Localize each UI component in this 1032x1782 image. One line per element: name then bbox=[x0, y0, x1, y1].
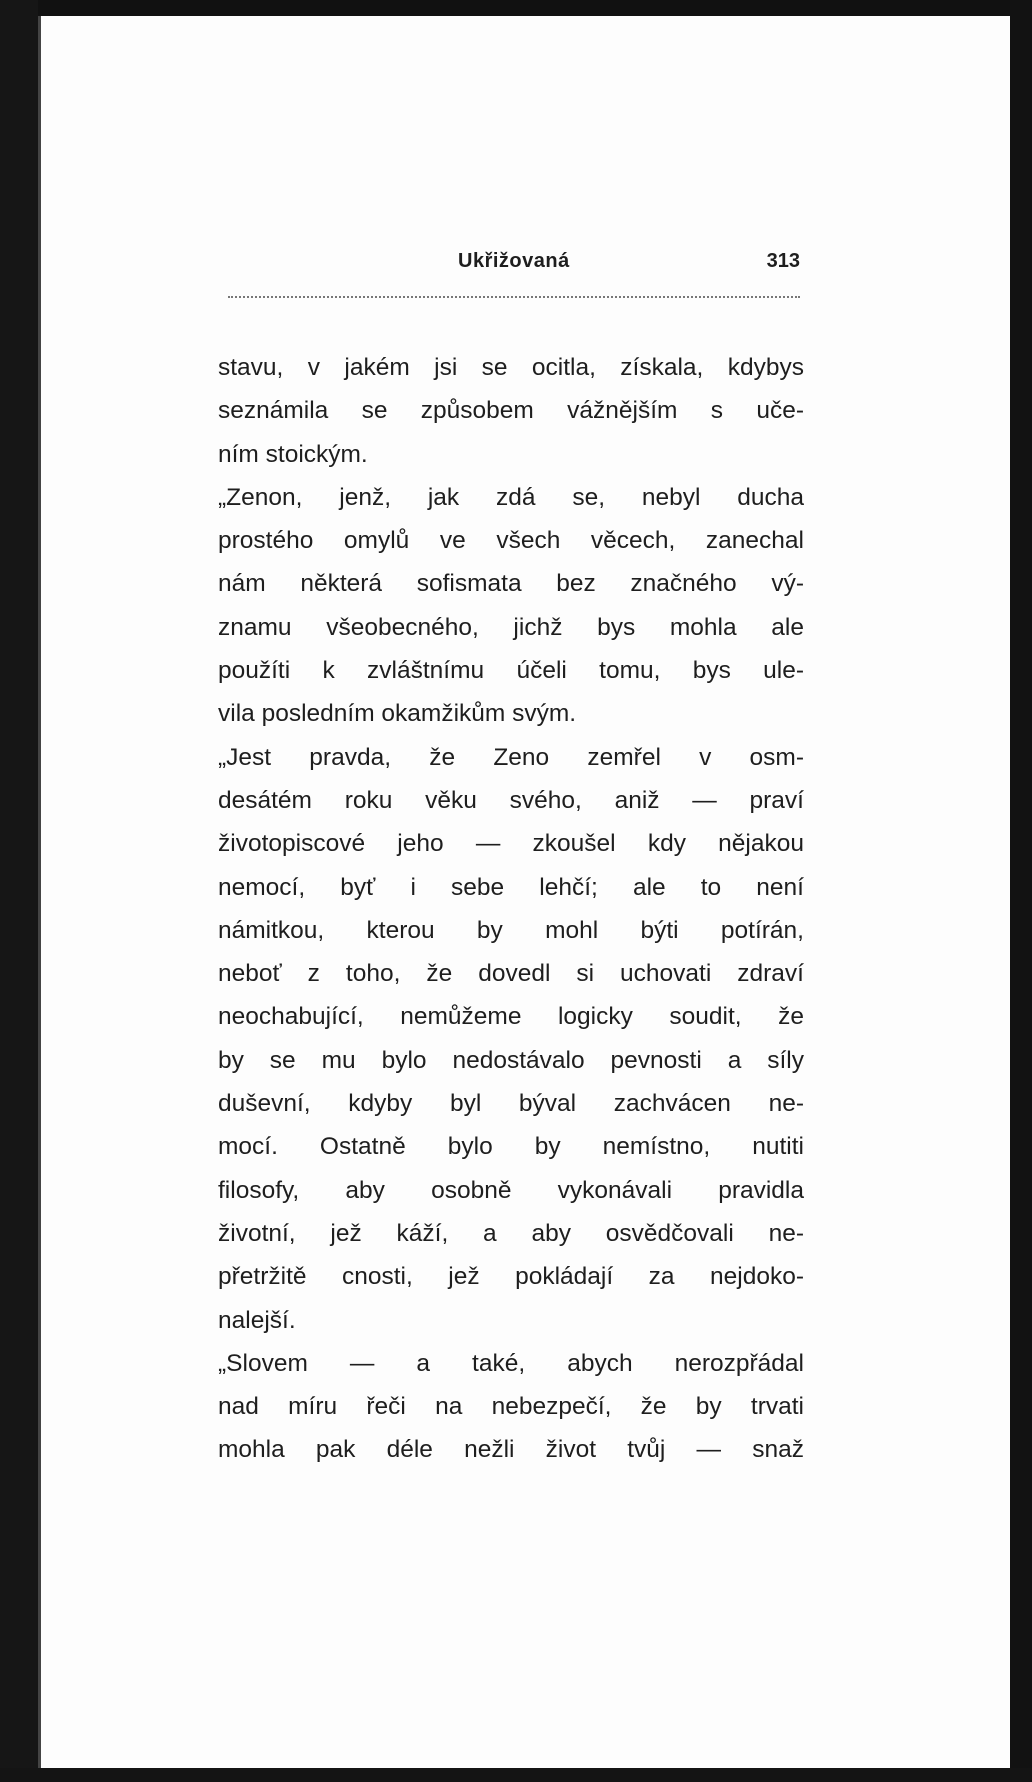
text-line: neochabující, nemůžeme logicky soudit, že bbox=[218, 1003, 804, 1031]
scan-frame-left bbox=[0, 0, 38, 1782]
text-line: nemocí, byť i sebe lehčí; ale to není bbox=[218, 873, 804, 901]
text-line: desátém roku věku svého, aniž — praví bbox=[218, 786, 804, 814]
text-line: stavu, v jakém jsi se ocitla, získala, kdybys bbox=[218, 354, 804, 381]
text-line: námitkou, kterou by mohl býti potírán, bbox=[218, 916, 804, 944]
text-line: životní, jež káží, a aby osvědčovali ne- bbox=[218, 1219, 804, 1247]
text-line: seznámila se způsobem vážnějším s uče- bbox=[218, 397, 804, 425]
text-line: prostého omylů ve všech věcech, zanechal bbox=[218, 527, 804, 555]
running-title: Ukřižovaná bbox=[458, 250, 570, 272]
scan-frame-top bbox=[0, 0, 1032, 16]
body-text bbox=[218, 346, 804, 1472]
text-line: použíti k zvláštnímu účeli tomu, bys ule- bbox=[218, 657, 804, 685]
header-rule bbox=[228, 296, 800, 298]
text-line: „Jest pravda, že Zeno zemřel v osm- bbox=[218, 743, 804, 771]
text-line: přetržitě cnosti, jež pokládají za nejdoko- bbox=[218, 1263, 804, 1291]
text-line: by se mu bylo nedostávalo pevnosti a síly bbox=[218, 1046, 804, 1074]
text-line: znamu všeobecného, jichž bys mohla ale bbox=[218, 613, 804, 641]
text-line: duševní, kdyby byl býval zachvácen ne- bbox=[218, 1090, 804, 1118]
text-line: mocí. Ostatně bylo by nemístno, nutiti bbox=[218, 1133, 804, 1161]
text-line: nalejší. bbox=[218, 1306, 296, 1334]
text-line: neboť z toho, že dovedl si uchovati zdraví bbox=[218, 960, 804, 988]
text-line: ním stoickým. bbox=[218, 440, 368, 468]
page-number: 313 bbox=[766, 250, 800, 272]
text-line: nám některá sofismata bez značného vý- bbox=[218, 570, 804, 598]
text-line: „Slovem — a také, abych nerozpřádal bbox=[218, 1349, 804, 1377]
binding-edge bbox=[38, 16, 41, 1768]
book-page bbox=[38, 16, 1010, 1768]
text-line: „Zenon, jenž, jak zdá se, nebyl ducha bbox=[218, 483, 804, 511]
text-line: životopiscové jeho — zkoušel kdy nějakou bbox=[218, 830, 804, 858]
text-line: mohla pak déle nežli život tvůj — snaž bbox=[218, 1436, 804, 1464]
text-line: filosofy, aby osobně vykonávali pravidla bbox=[218, 1176, 804, 1204]
scan-frame-bottom bbox=[0, 1768, 1032, 1782]
scan-frame-right bbox=[1010, 0, 1032, 1782]
text-line: nad míru řeči na nebezpečí, že by trvati bbox=[218, 1393, 804, 1421]
running-header bbox=[228, 250, 800, 280]
text-line: vila posledním okamžikům svým. bbox=[218, 700, 577, 728]
